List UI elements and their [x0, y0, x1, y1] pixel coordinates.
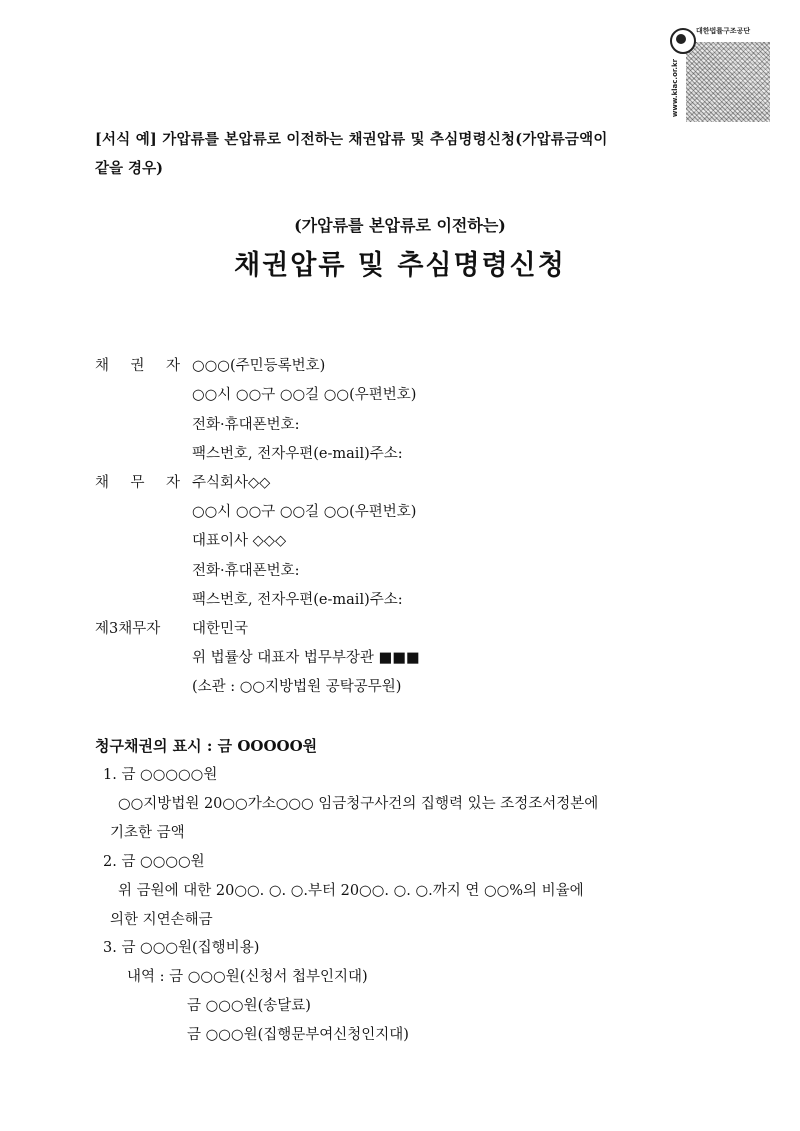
label-char: 채 [95, 358, 110, 374]
label-char: 무 [130, 475, 145, 491]
debtor-line: ○○시 ○○구 ○○길 ○○(우편번호) [192, 504, 417, 520]
third-debtor-line: (소관 : ○○지방법원 공탁공무원) [192, 679, 402, 695]
creditor-line: ○○○(주민등록번호) [192, 358, 326, 374]
label-char: 권 [130, 358, 145, 374]
debtor-line: 주식회사◇◇ [192, 475, 271, 491]
debtor-label [95, 476, 180, 491]
claim-item-detail: 금 ○○○원(송달료) [187, 998, 311, 1014]
creditor-line: 전화·휴대폰번호: [192, 417, 300, 433]
claim-item-detail: 위 금원에 대한 20○○. ○. ○.부터 20○○. ○. ○.까지 연 ○○%의 비율에 [118, 883, 584, 899]
claim-item-detail: 기초한 금액 [110, 825, 185, 841]
debtor-line: 팩스번호, 전자우편(e-mail)주소: [192, 592, 403, 608]
claim-item-detail: 내역 : 금 ○○○원(신청서 첩부인지대) [127, 969, 368, 985]
claim-item-head: 1. 금 ○○○○○원 [103, 767, 218, 783]
logo-url-text: www.klac.or.kr [671, 58, 680, 118]
document-title: 채권압류 및 추심명령신청 [234, 250, 566, 281]
form-label-line2: 같을 경우) [95, 160, 163, 177]
klac-emblem-icon [670, 28, 696, 54]
claim-item-detail: 금 ○○○원(집행문부여신청인지대) [187, 1027, 409, 1043]
claim-item-head: 2. 금 ○○○○원 [103, 854, 205, 870]
label-char: 자 [165, 475, 180, 491]
third-debtor-label: 제3채무자 [95, 621, 161, 637]
logo-pattern [686, 42, 770, 122]
creditor-line: ○○시 ○○구 ○○길 ○○(우편번호) [192, 387, 417, 403]
creditor-line: 팩스번호, 전자우편(e-mail)주소: [192, 446, 403, 462]
claim-item-head: 3. 금 ○○○원(집행비용) [103, 940, 260, 956]
debtor-line: 전화·휴대폰번호: [192, 563, 300, 579]
label-char: 자 [165, 358, 180, 374]
debtor-line: 대표이사 ◇◇◇ [192, 533, 287, 549]
claim-item-detail: ○○지방법원 20○○가소○○○ 임금청구사건의 집행력 있는 조정조서정본에 [118, 796, 599, 812]
claim-item-detail: 의한 지연손해금 [110, 912, 213, 928]
third-debtor-line: 대한민국 [192, 621, 249, 637]
klac-logo [668, 22, 772, 122]
creditor-label [95, 359, 180, 374]
form-label-line1: [서식 예] 가압류를 본압류로 이전하는 채권압류 및 추심명령신청(가압류금액이 [95, 131, 608, 148]
logo-org-text: 대한법률구조공단 [696, 27, 751, 35]
third-debtor-line: 위 법률상 대표자 법무부장관 ■■■ [192, 650, 420, 666]
claims-heading: 청구채권의 표시 : 금 OOOOO원 [95, 737, 318, 755]
label-char: 채 [95, 475, 110, 491]
document-subtitle: (가압류를 본압류로 이전하는) [294, 216, 506, 235]
